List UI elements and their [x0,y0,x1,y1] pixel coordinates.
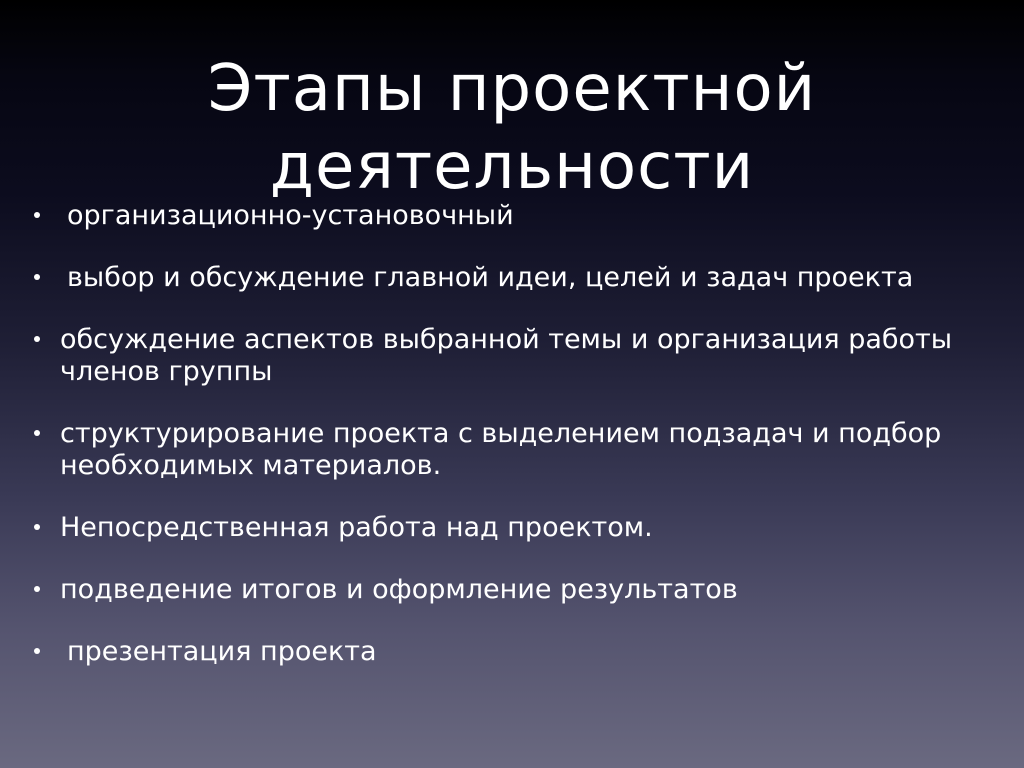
bullet-item [30,418,990,482]
bullet-dot-icon [34,430,40,436]
slide-title-line-2: деятельности [269,130,755,204]
bullet-text: обсуждение аспектов выбранной темы и организация работы членов группы [60,324,953,387]
slide-title-line-1: Этапы проектной [207,52,817,126]
bullet-dot-icon [34,586,40,592]
bullet-item [30,200,990,232]
bullet-item [30,636,990,668]
bullet-text: презентация проекта [67,636,377,667]
bullet-dot-icon [34,336,40,342]
bullet-item [30,512,990,544]
bullet-list [30,200,990,698]
bullet-text: структурирование проекта с выделением подзадач и подбор необходимых материалов. [60,418,942,481]
bullet-item [30,262,990,294]
bullet-dot-icon [34,524,40,530]
bullet-dot-icon [34,648,40,654]
bullet-text: выбор и обсуждение главной идеи, целей и задач проекта [67,262,914,293]
bullet-text: Непосредственная работа над проектом. [60,512,653,543]
bullet-dot-icon [34,212,40,218]
bullet-item [30,324,990,388]
slide-title [0,50,1024,206]
bullet-text: подведение итогов и оформление результатов [60,574,738,605]
bullet-dot-icon [34,274,40,280]
bullet-text: организационно-установочный [67,200,514,231]
bullet-item [30,574,990,606]
